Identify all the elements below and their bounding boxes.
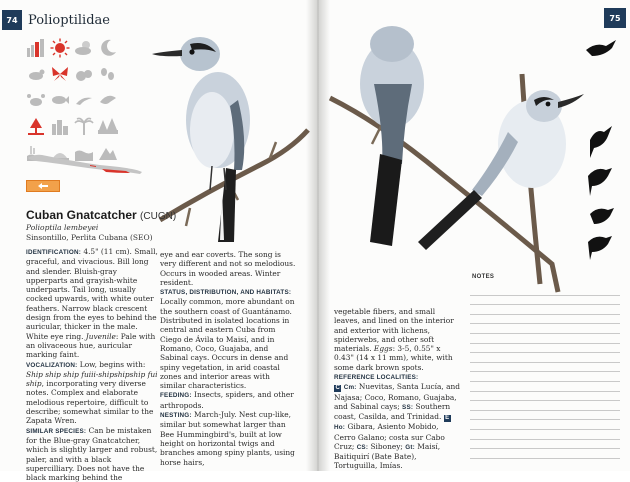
- nesting-label: NESTING:: [160, 412, 192, 420]
- size-bars-icon: [26, 38, 46, 58]
- loc-ss-label: SS:: [402, 403, 414, 411]
- nesting-text: March-July. Nest cup-like, similar but somewhat larger than Bee Hummingbird's, built at low height on horizontal twigs and branches among spiny plants, using horse hairs,: [160, 410, 295, 467]
- loc-gt-text: Maisí, Baitiquirí (Bate Bate), Tortuguilla, Imías.: [334, 441, 441, 471]
- loc-cm-text: Nuevitas, Santa Lucía, and Najasa; Coco, Romano, Guajaba, and Sabinal cays;: [334, 382, 461, 411]
- left-page-number: 74: [2, 10, 22, 30]
- loc-gt-label: Gt:: [405, 443, 415, 451]
- notes-ruled-lines: [470, 286, 620, 466]
- mammal-icon: [26, 64, 46, 84]
- forest-habitat-icon: [98, 116, 118, 136]
- silhouette-perched-1-icon: [590, 126, 612, 158]
- fruit-icon: [74, 64, 94, 84]
- city-habitat-icon: [50, 116, 70, 136]
- juvenile-label: Juvenile: [85, 331, 116, 341]
- eggs-text: : 3-5, 0.55" x 0.43" (14 x 11 mm), white, with some dark brown spots.: [334, 344, 453, 372]
- loc-ho-text: Gibara, Asiento Mobido, Cerro Galano; costa sur Cabo Cruz;: [334, 422, 445, 451]
- moon-icon: [98, 38, 118, 58]
- loc-ho-label: Ho:: [334, 424, 346, 432]
- crab-icon: [26, 90, 46, 110]
- region-e-badge: E: [445, 415, 450, 422]
- similar-species-text: Can be mistaken for the Blue-gray Gnatcatcher, which is slightly larger and robust, paler, and with a black supercilliary. Does not have the black marking behind the: [26, 425, 158, 482]
- seeds-icon: [98, 64, 118, 84]
- identification-label: IDENTIFICATION:: [26, 249, 82, 256]
- similar-species-label: SIMILAR SPECIES:: [26, 427, 87, 435]
- vocalization-text: Low, begins with:: [77, 359, 146, 369]
- butterfly-icon: [50, 64, 70, 84]
- status-text: Locally common, more abundant on the southern coast of Guantánamo. Distributed in isolated locations in central and eastern Cuba from Ciego de Ávila to Maisí, and in Romano, Coco, Guajaba, and Sabinal cays. Occurs in dense and spiny vegetation, in arid coastal zones and interior areas with similar characteristics.: [160, 297, 295, 391]
- family-title: Polioptilidae: [28, 12, 110, 28]
- feeding-label: FEEDING:: [160, 392, 192, 400]
- vocalization-text-2: , incorporating very diverse notes. Complex and elaborate melodious repertoire, difficult to describe; somewhat similar to the Zapata Wren.: [26, 379, 154, 426]
- feeding-text: Insects, spiders, and other arthropods.: [160, 390, 294, 410]
- loc-cs-label: CS:: [356, 443, 369, 451]
- text-column-1: [26, 247, 158, 482]
- silhouette-perched-4-icon: [588, 236, 612, 260]
- bird-silhouettes: [582, 36, 620, 266]
- identification-text: 4.5" (11 cm). Small, graceful, and vivacious. Bill long and slender. Bluish-gray upperparts and grayish-white underparts. Tail long, usually cocked upwards, with white outer feathers. Narrow black crescent design from the eyes to behind the auricular, thicker in the male. White eye ring.: [26, 247, 158, 341]
- species-common-name: Cuban Gnatcatcher: [26, 208, 137, 222]
- seasonal-range-bar: [26, 180, 60, 192]
- silhouette-flying-icon: [586, 40, 616, 56]
- fish-icon: [50, 90, 70, 110]
- species-title: [26, 208, 176, 222]
- lizard-icon: [74, 90, 94, 110]
- scrub-habitat-icon: [26, 116, 46, 136]
- juvenile-text: : Pale with an olivaceous hue, auricular marking faint.: [26, 331, 156, 360]
- vocalization-song: Ship ship ship fuiii-shipshipship fui ship: [26, 369, 158, 389]
- sun-icon: [50, 38, 70, 58]
- region-c-badge: C: [335, 385, 340, 392]
- cloud-sun-icon: [74, 38, 94, 58]
- right-page-number: 75: [604, 8, 626, 28]
- species-code: (CUGN): [140, 211, 177, 222]
- reference-localities-label: REFERENCE LOCALITIES:: [334, 374, 419, 382]
- loc-cm-label: Cm:: [343, 384, 357, 392]
- palm-habitat-icon: [74, 116, 94, 136]
- silhouette-perched-2-icon: [588, 168, 612, 196]
- species-scientific-name: Polioptila lembeyei: [26, 223, 99, 232]
- status-label: STATUS, DISTRIBUTION, AND HABITATS:: [160, 289, 292, 297]
- text-column-3: [334, 307, 462, 471]
- column-2-continued-text: eye and ear coverts. The song is very different and not so melodious. Occurs in wooded areas. Winter resident.: [160, 250, 296, 287]
- bird-prey-icon: [98, 90, 118, 110]
- gnatcatcher-pair-illustration: [322, 14, 592, 294]
- text-column-2: [160, 250, 298, 467]
- vocalization-label: VOCALIZATION:: [26, 361, 78, 369]
- species-local-names: Sinsontillo, Perlita Cubana (SEO): [26, 233, 153, 242]
- loc-cs-text: Siboney;: [368, 441, 406, 451]
- left-page-header: [0, 8, 110, 32]
- eggs-label: Eggs: [373, 344, 393, 354]
- loc-ss-text: Southern coast, Casilda, and Trinidad.: [334, 401, 451, 422]
- silhouette-perched-3-icon: [590, 208, 614, 224]
- cuba-range-map: [26, 148, 144, 176]
- arrow-left-icon: [38, 183, 48, 189]
- notes-heading: NOTES: [472, 274, 495, 280]
- column-3-continued-text: vegetable fibers, and small leaves, and lined on the interior and exterior with lichens, spiderwebs, and other soft materials.: [334, 307, 454, 354]
